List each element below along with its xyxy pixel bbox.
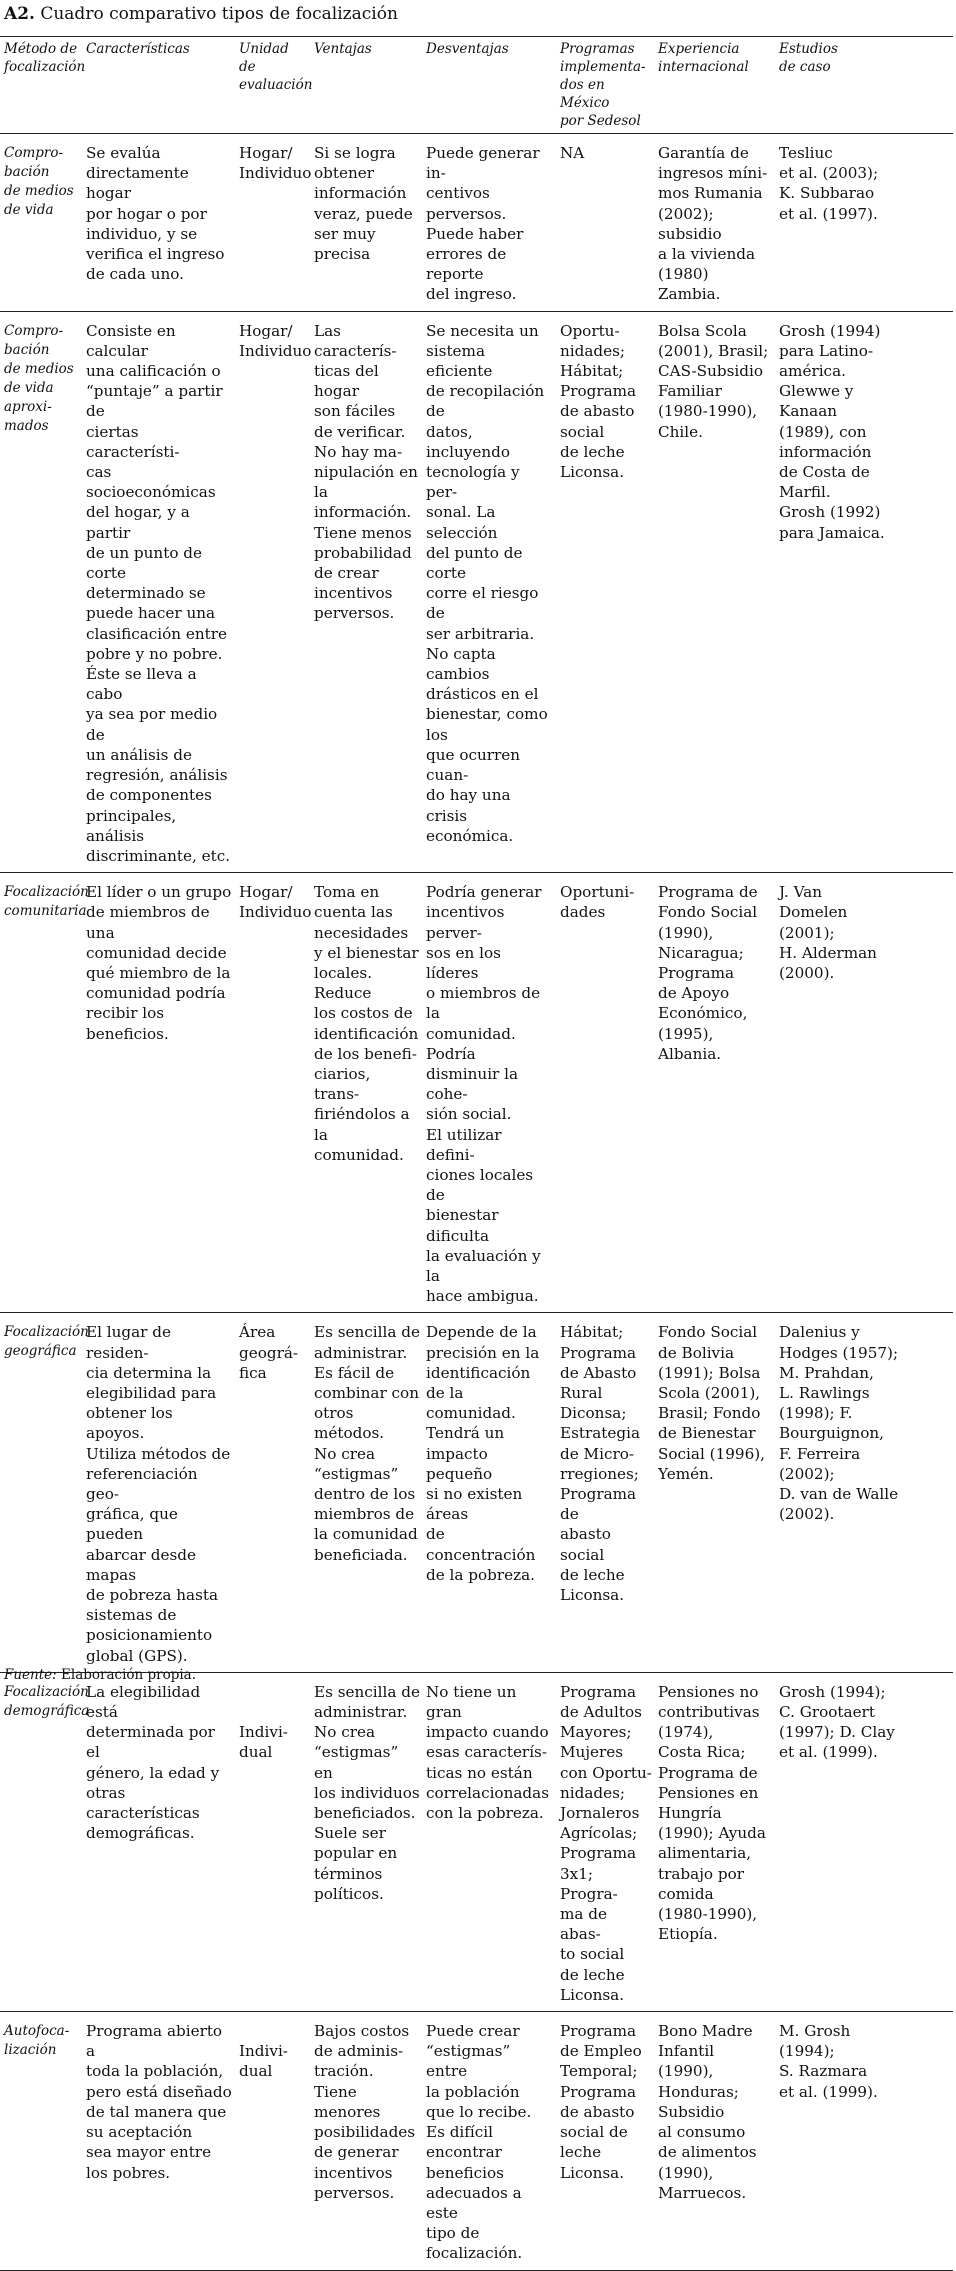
row-desventajas: Depende de la precisión en la identificación de la comunidad. Tendrá un impacto pequeño si no existen áreas de concentración de la pobreza. <box>426 1323 540 1584</box>
row-method: Compro- bación de medios de vida <box>4 145 74 218</box>
row-programas: Oportuni- dades <box>560 883 635 922</box>
row-caracteristicas: El lugar de residen- cia determina la elegibilidad para obtener los apoyos. Utiliza métodos de referenciación geo- gráfica, que pueden abarcar desde mapas de pobreza hasta sistemas de posicionamiento global (GPS). <box>86 1323 231 1665</box>
row-experiencia: Pensiones no contributivas (1974), Costa Rica; Programa de Pensiones en Hungría (1990); Ayuda alimentaria, trabajo por comida (1980-1990), Etiopía. <box>658 1682 766 1944</box>
row-unidad: Área geográ- fica <box>239 1323 299 1382</box>
row-programas: Programa de Empleo Temporal; Programa de abasto social de leche Liconsa. <box>560 2022 642 2182</box>
row-experiencia: Bono Madre Infantil (1990), Honduras; Subsidio al consumo de alimentos (1990), Marruecos. <box>658 2022 757 2202</box>
row-programas: NA <box>560 144 585 162</box>
row-experiencia: Garantía de ingresos míni- mos Rumania (2002); subsidio a la vivienda (1980) Zambia. <box>658 144 768 304</box>
row-ventajas: Bajos costos de adminis- tración. Tiene menores posibilidades de generar incentivos perversos. <box>314 2022 416 2202</box>
row-unidad: Indivi- dual <box>239 1723 288 1762</box>
row-estudios: J. Van Domelen (2001); H. Alderman (2000). <box>779 883 877 982</box>
row-estudios: Grosh (1994) para Latino- américa. Glewwe y Kanaan (1989), con información de Costa de Marfil. Grosh (1992) para Jamaica. <box>779 321 885 542</box>
row-programas: Programa de Adultos Mayores; Mujeres con Oportu- nidades; Jornaleros Agrícolas; Programa 3x1; Progra- ma de abas- to social de leche Liconsa. <box>560 1682 652 2004</box>
table-title <box>4 3 398 25</box>
table-source-note <box>4 1666 196 1684</box>
header-unidad: Unidad de evaluación <box>239 41 313 93</box>
row-method: Focalización demográfica <box>4 1683 90 1719</box>
row-method: Focalización geográfica <box>4 1324 89 1360</box>
row-experiencia: Bolsa Scola (2001), Brasil; CAS-Subsidio Familiar (1980-1990), Chile. <box>658 321 769 441</box>
row-method: Compro- bación de medios de vida aproxi- mados <box>4 322 74 434</box>
row-unidad: Hogar/ Individuo <box>239 144 312 183</box>
row-caracteristicas: Se evalúa directamente hogar por hogar o por individuo, y se verifica el ingreso de cada uno. <box>86 144 225 284</box>
row-desventajas: Puede generar in- centivos perversos. Puede haber errores de reporte del ingreso. <box>426 144 540 304</box>
row-caracteristicas: Consiste en calcular una calificación o “puntaje” a partir de ciertas característi- cas socioeconómicas del hogar, y a partir de un punto de corte determinado se puede hacer una clasificación entre pobre y no pobre. Éste se lleva a cabo ya sea por medio de un análisis de regresión, análisis de componentes principales, análisis discriminante, etc. <box>86 321 231 865</box>
row-experiencia: Programa de Fondo Social (1990), Nicaragua; Programa de Apoyo Económico, (1995), Albania. <box>658 883 758 1063</box>
header-estudios: Estudios de caso <box>779 41 838 75</box>
row-desventajas: Podría generar incentivos perver- sos en los líderes o miembros de la comunidad. Podría disminuir la cohe- sión social. El utilizar defini- ciones locales de bienestar dificulta la evaluación y la hace ambigua. <box>426 883 542 1306</box>
header-row <box>0 37 953 134</box>
row-ventajas: Las caracterís- ticas del hogar son fáciles de verificar. No hay ma- nipulación en la información. Tiene menos probabilidad de crear incentivos perversos. <box>314 321 418 623</box>
row-caracteristicas: Programa abierto a toda la población, pero está diseñado de tal manera que su aceptación sea mayor entre los pobres. <box>86 2022 232 2182</box>
row-desventajas: Puede crear “estigmas” entre la población que lo recibe. Es difícil encontrar beneficios adecuados a este tipo de focalización. <box>426 2022 532 2263</box>
table-row <box>0 873 953 1313</box>
table-row <box>0 1313 953 1672</box>
row-caracteristicas: El líder o un grupo de miembros de una comunidad decide qué miembro de la comunidad podría recibir los beneficios. <box>86 883 232 1043</box>
row-programas: Oportu- nidades; Hábitat; Programa de abasto social de leche Liconsa. <box>560 321 637 482</box>
header-desventajas: Desventajas <box>426 41 509 57</box>
table-row <box>0 311 953 872</box>
header-programas: Programas implementa- dos en México por Sedesol <box>560 41 646 129</box>
row-experiencia: Fondo Social de Bolivia (1991); Bolsa Scola (2001), Brasil; Fondo de Bienestar Social (1996), Yemén. <box>658 1323 765 1483</box>
header-metodo: Método de focalización <box>4 41 86 75</box>
row-desventajas: Se necesita un sistema eficiente de recopilación de datos, incluyendo tecnología y per- sonal. La selección del punto de corte corre el riesgo de ser arbitraria. No capta cambios drásticos en el bienestar, como los que ocurren cuan- do hay una crisis económica. <box>426 321 548 845</box>
row-estudios: Grosh (1994); C. Grootaert (1997); D. Clay et al. (1999). <box>779 1682 895 1762</box>
row-ventajas: Si se logra obtener información veraz, puede ser muy precisa <box>314 144 413 264</box>
table-title-text: Cuadro comparativo tipos de focalización <box>40 4 398 24</box>
row-programas: Hábitat; Programa de Abasto Rural Diconsa; Estrategia de Micro- rregiones; Programa de abasto social de leche Liconsa. <box>560 1323 641 1605</box>
table-row <box>0 134 953 312</box>
row-desventajas: No tiene un gran impacto cuando esas caracterís- ticas no están correlacionadas con la pobreza. <box>426 1682 549 1823</box>
header-experiencia: Experiencia internacional <box>658 41 749 75</box>
source-label: Fuente: <box>4 1667 57 1683</box>
row-ventajas: Es sencilla de administrar. Es fácil de combinar con otros métodos. No crea “estigmas” dentro de los miembros de la comunidad beneficiada. <box>314 1323 420 1564</box>
row-method: Autofoca- lización <box>4 2023 70 2059</box>
header-caracteristicas: Características <box>86 41 190 57</box>
row-ventajas: Es sencilla de administrar. No crea “estigmas” en los individuos beneficiados. Suele ser popular en términos políticos. <box>314 1682 420 1903</box>
row-caracteristicas: La elegibilidad está determinada por el género, la edad y otras características demográficas. <box>86 1682 220 1843</box>
row-estudios: Tesliuc et al. (2003); K. Subbarao et al. (1997). <box>779 144 879 223</box>
row-unidad: Indivi- dual <box>239 2042 288 2081</box>
row-unidad: Hogar/ Individuo <box>239 321 312 360</box>
row-estudios: M. Grosh (1994); S. Razmara et al. (1999). <box>779 2022 878 2101</box>
source-text: Elaboración propia. <box>61 1667 197 1683</box>
row-method: Focalización comunitaria <box>4 884 89 920</box>
table-row <box>0 2012 953 2270</box>
row-ventajas: Toma en cuenta las necesidades y el bienestar locales. Reduce los costos de identificación de los benefi- ciarios, trans- firiéndolos a la comunidad. <box>314 883 419 1164</box>
table-number: A2. <box>4 4 35 24</box>
comparison-table <box>0 36 953 2271</box>
row-unidad: Hogar/ Individuo <box>239 883 312 922</box>
header-ventajas: Ventajas <box>314 41 372 57</box>
row-estudios: Dalenius y Hodges (1957); M. Prahdan, L. Rawlings (1998); F. Bourguignon, F. Ferreira (2002); D. van de Walle (2002). <box>779 1323 899 1524</box>
table-row <box>0 1672 953 2011</box>
